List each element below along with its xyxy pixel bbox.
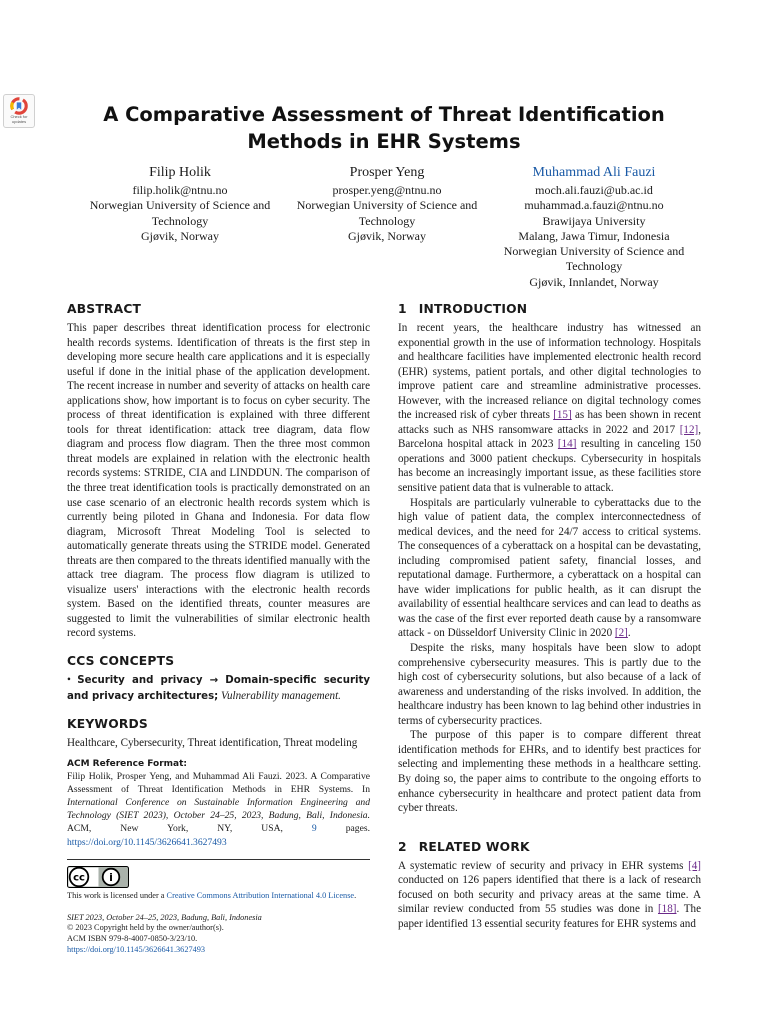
text-run: as has been shown in recent attacks such as NHS ransomware attacks in 2022 and 2017 — [398, 409, 701, 436]
section-number: 2 — [398, 839, 407, 854]
license-text — [67, 891, 370, 902]
author-1 — [80, 164, 280, 290]
text-run: In recent years, the healthcare industry has witnessed an exponential growth in the use of information technology. Hospitals and healthcare facilities have implemented electronic health record (EHR) systems, patient portals, and other digital technologies to improve patient care and streamline administrative processes. However, with the increased reliance on digital technology comes the increased risk of cyber threats — [398, 322, 701, 422]
abstract-text: This paper describes threat identification process for electronic health records systems. Identification of threats is the first step in developing more secure health care applications and it is especially useful if done in the initial phase of the application development. The recent increase in number and severity of attacks on health care applications show, how important is to focus on cyber security. The process of threat identification is explained with three different tools for threat identification: attack tree diagram, data flow diagram and process flow diagram. Then the three most common threat models are explained in relation with the electronic health records systems: STRIDE, CIA and LINDDUN. The comparison of the three treat identification tools is practically demonstrated on an use case scenario of an electronic health records system which is currently being piloted in Ghana and Indonesia. For data flow diagram, Microsoft Threat Modeling Tool is selected to automatically generate threats using the STRIDE model. Generated threats are then compared to the threats identified manually with the attack tree diagram. The process flow diagram is utilized to visualize users' interactions with the electronic health records system. Based on the identified threats, counter measures are suggested to limit the vulnerabilities of similar electronic health record systems. — [67, 322, 370, 640]
paper-title: A Comparative Assessment of Threat Identification Methods in EHR Systems — [103, 103, 665, 153]
cc-logo-left-text: cc — [73, 872, 85, 884]
acm-ref-heading: ACM Reference Format: — [67, 758, 187, 769]
acm-ref-pages: 9 — [311, 823, 317, 835]
badge-text-line2: updates — [11, 118, 27, 124]
intro-paragraph-4: The purpose of this paper is to compare different threat identification methods for EHRs, and to identify best practices for selecting and implementing these methods in a healthcare setting. By doing so, the paper aims to contribute to the ongoing efforts to enhance cybersecurity in healthcare and protect patient data from cyber threats. — [398, 729, 701, 815]
acm-ref-part1: Filip Holik, Prosper Yeng, and Muhammad Ali Fauzi. 2023. A Comparative Assessment of Threat Identification Methods in EHR Systems. In — [67, 770, 370, 795]
author-location: Gjøvik, Norway — [348, 228, 426, 243]
related-work-heading — [398, 839, 701, 855]
author-email: prosper.yeng@ntnu.no — [332, 183, 442, 197]
license-text-after: . — [354, 890, 357, 900]
ccs-bold: Security and privacy → Domain-specific security and privacy architectures; — [67, 675, 370, 702]
section-title: RELATED WORK — [418, 839, 530, 854]
keywords-text: Healthcare, Cybersecurity, Threat identification, Threat modeling — [67, 737, 358, 750]
keywords-heading: KEYWORDS — [67, 717, 148, 732]
author-3 — [494, 164, 694, 290]
intro-paragraph-1 — [398, 321, 701, 496]
author-name-link[interactable]: Muhammad Ali Fauzi — [532, 165, 656, 180]
ccs-italic: Vulnerability management. — [221, 689, 341, 702]
author-location-2: Gjøvik, Innlandet, Norway — [529, 274, 659, 289]
acm-ref-part3: pages. — [316, 823, 370, 835]
text-run: conducted on 126 papers identified that there is a lack of research focused on both security and privacy areas at the same time. A similar review conducted from 55 studies was done in — [398, 874, 701, 916]
section-number: 1 — [398, 302, 407, 316]
citation-link[interactable]: [18] — [657, 903, 677, 916]
author-email: moch.ali.fauzi@ub.ac.id — [535, 183, 653, 197]
abstract-heading: ABSTRACT — [67, 302, 142, 316]
author-affiliation-2: Norwegian University of Science and Technology — [503, 244, 685, 274]
cc-by-license-icon[interactable] — [67, 866, 129, 888]
acm-ref-doi-link[interactable]: https://doi.org/10.1145/3626641.3627493 — [67, 836, 227, 848]
license-block — [67, 859, 370, 956]
acm-ref-text — [67, 770, 370, 849]
citation-link[interactable]: [15] — [553, 409, 572, 422]
check-for-updates-badge[interactable] — [3, 94, 35, 128]
left-column — [67, 301, 370, 956]
footer-copyright: © 2023 Copyright held by the owner/author(s). — [67, 923, 224, 933]
author-location: Malang, Jawa Timur, Indonesia — [518, 228, 670, 243]
author-block — [80, 164, 694, 290]
text-run: Hospitals are particularly vulnerable to cyberattacks due to the high value of patient data, the complex interconnectedness of medical devices, and the need for 24/7 access to critical systems. The consequences of a cyberattack on a hospital can be devastating, including compromised patient safety, financial losses, and reputational damage. Furthermore, a cyberattack on a hospital can have wider implications for public health, as it can disrupt the availability of essential healthcare services and can lead to deaths as was the case of the first ever reported death cause by a ransomware attack - on Düsseldorf University Clinic in 2020 — [398, 496, 701, 640]
author-email-alt: muhammad.a.fauzi@ntnu.no — [524, 198, 664, 213]
text-run: . The paper identified 13 essential security features for EHR systems and — [398, 903, 702, 930]
citation-link[interactable]: [12] — [679, 423, 699, 436]
author-affiliation: Brawijaya University — [542, 213, 646, 228]
author-email: filip.holik@ntnu.no — [132, 183, 228, 197]
related-paragraph-1 — [398, 859, 701, 932]
author-affiliation: Norwegian University of Science and Technology — [89, 198, 271, 228]
author-name: Prosper Yeng — [349, 165, 425, 180]
author-affiliation: Norwegian University of Science and Technology — [296, 198, 478, 228]
footer-venue: SIET 2023, October 24–25, 2023, Badung, Bali, Indonesia — [67, 912, 262, 922]
author-name: Filip Holik — [149, 165, 211, 180]
text-run: , Barcelona hospital attack in 2023 — [398, 423, 701, 451]
cc-logo-right-text: i — [109, 870, 113, 884]
ccs-heading: CCS CONCEPTS — [67, 654, 175, 669]
intro-paragraph-3: Despite the risks, many hospitals have been slow to adopt comprehensive cybersecurity measures. This is partly due to the high cost of cybersecurity solutions, but also because of a lack of awareness and understanding of the risks involved. In addition, the healthcare industry has been known to lag behind other industries in terms of cybersecurity practices. — [398, 642, 701, 727]
crossmark-icon — [10, 97, 28, 115]
citation-link[interactable]: [4] — [688, 859, 701, 872]
text-run: resulting in canceling 150 operations and 3000 patient checkups. Cybersecurity in hospitals has become an increasingly important issue, as these facilities store sensitive patient data that is vulnerable to attack. — [398, 438, 702, 495]
intro-paragraph-2 — [398, 496, 701, 641]
ccs-bullet: • — [67, 674, 71, 687]
author-2 — [287, 164, 487, 290]
license-text-before: This work is licensed under a — [67, 890, 167, 900]
badge-text-line1: Check for — [10, 114, 28, 119]
citation-link[interactable]: [2] — [614, 627, 628, 640]
section-title: INTRODUCTION — [418, 302, 528, 316]
acm-ref-part2: ACM, New York, NY, USA, — [67, 823, 312, 835]
footer-isbn: ACM ISBN 979-8-4007-0850-3/23/10. — [67, 934, 198, 944]
right-column — [398, 301, 701, 931]
text-run: A systematic review of security and privacy in EHR systems — [398, 859, 689, 872]
ccs-concepts — [67, 673, 370, 704]
intro-heading — [398, 301, 701, 317]
citation-link[interactable]: [14] — [557, 438, 577, 451]
text-run: . — [627, 627, 631, 640]
author-location: Gjøvik, Norway — [141, 228, 219, 243]
license-link[interactable]: Creative Commons Attribution International 4.0 License — [166, 890, 355, 900]
footer-doi-link[interactable]: https://doi.org/10.1145/3626641.3627493 — [67, 945, 206, 955]
acm-ref-venue: International Conference on Sustainable Information Engineering and Technology (SIET 2023), October 24–25, 2023, Badung, Bali, Indonesia. — [67, 797, 370, 822]
